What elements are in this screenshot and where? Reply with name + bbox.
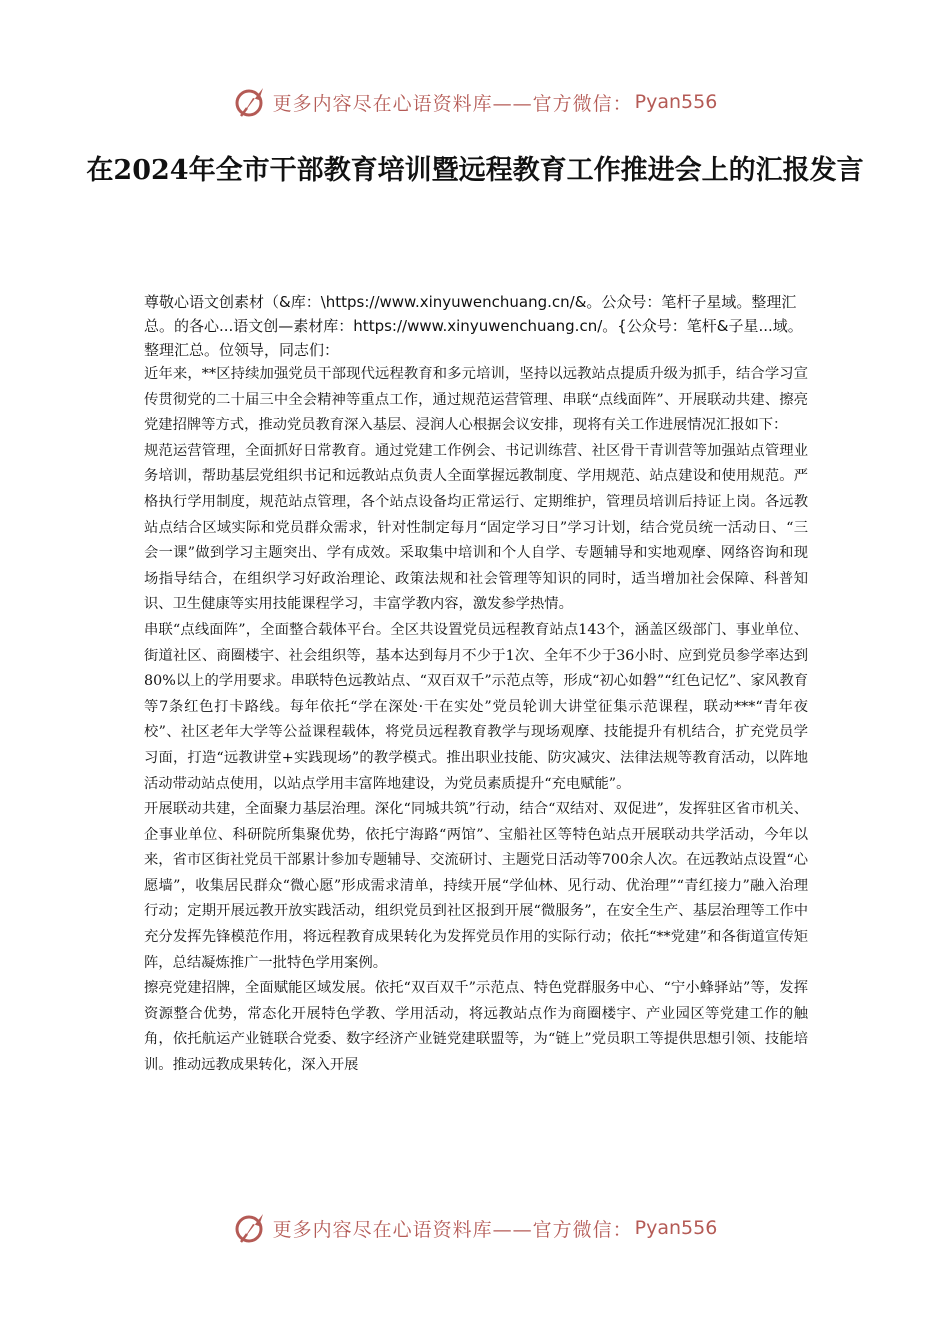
document-body [144,290,808,1079]
watermark-wechat-id: Pyan556 [634,1217,718,1239]
quill-logo-icon [233,84,269,120]
footer-watermark-banner [0,1208,950,1248]
paragraph-governance: 开展联动共建，全面聚力基层治理。深化“同城共筑”行动，结合“双结对、双促进”，发挥驻区省市机关、企事业单位、科研院所集聚优势，依托宁海路“两馆”、宝船社区等特色站点开展联动共学活动，今年以来，省市区街社党员干部累计参加专题辅导、交流研讨、主题党日活动等700余人次。在远教站点设置“心愿墙”，收集居民群众“微心愿”形成需求清单，持续开展“学仙林、见行动、优治理”“青红接力”融入治理行动；定期开展远教开放实践活动，组织党员到社区报到开展“微服务”，在安全生产、基层治理等工作中充分发挥先锋模范作用，将远程教育成果转化为发挥党员作用的实际行动；依托“**党建”和各街道宣传矩阵，总结凝炼推广一批特色学用案例。 [144,801,808,971]
paragraph-platforms: 串联“点线面阵”，全面整合载体平台。全区共设置党员远程教育站点143个，涵盖区级部门、事业单位、街道社区、商圈楼宇、社会组织等，基本达到每月不少于1次、全年不少于36小时、应到党员参学率达到80%以上的学用要求。串联特色远教站点、“双百双千”示范点等，形成“初心如磐”“红色记忆”、家风教育等7条红色打卡路线。每年依托“学在深处·干在实处”党员轮训大讲堂征集示范课程，联动***“青年夜校”、社区老年大学等公益课程载体，将党员远程教育教学与现场观摩、技能提升有机结合，扩充党员学习面，打造“远教讲堂+实践现场”的教学模式。推出职业技能、防灾减灾、法律法规等教育活动，以阵地活动带动站点使用，以站点学用丰富阵地建设，为党员素质提升“充电赋能”。 [144,621,808,792]
quill-logo-icon [233,1210,269,1246]
paragraph-management: 规范运营管理，全面抓好日常教育。通过党建工作例会、书记训练营、社区骨干青训营等加强站点管理业务培训，帮助基层党组织书记和远教站点负责人全面掌握远教制度、学用规范、站点建设和使用规范。严格执行学用制度，规范站点管理，各个站点设备均正常运行、定期维护，管理员培训后持证上岗。各远教站点结合区域实际和党员群众需求，针对性制定每月“固定学习日”学习计划，结合党员统一活动日、“三会一课”做到学习主题突出、学有成效。采取集中培训和个人自学、专题辅导和实地观摩、网络咨询和现场指导结合，在组织学习好政治理论、政策法规和社会管理等知识的同时，适当增加社会保障、科普知识、卫生健康等实用技能课程学习，丰富学教内容，激发参学热情。 [144,442,808,613]
paragraph-overview: 近年来，**区持续加强党员干部现代远程教育和多元培训，坚持以远教站点提质升级为抓手，结合学习宣传贯彻党的二十届三中全会精神等重点工作，通过规范运营管理、串联“点线面阵”、开展联动共建、擦亮党建招牌等方式，推动党员教育深入基层、浸润人心根据会议安排，现将有关工作进展情况汇报如下： [144,366,808,434]
watermark-wechat-id: Pyan556 [634,91,718,113]
watermark-text: 更多内容尽在心语资料库——官方微信： [272,1218,633,1241]
watermark-text: 更多内容尽在心语资料库——官方微信： [272,92,633,115]
document-title: 在2024年全市干部教育培训暨远程教育工作推进会上的汇报发言 [86,155,864,186]
paragraph-development: 擦亮党建招牌，全面赋能区域发展。依托“双百双千”示范点、特色党群服务中心、“宁小蜂驿站”等，发挥资源整合优势，常态化开展特色学教、学用活动，将远教站点作为商圈楼宇、产业园区等党建工作的触角，依托航运产业链联合党委、数字经济产业链党建联盟等，为“链上”党员职工等提供思想引领、技能培训。推动远教成果转化，深入开展 [144,980,808,1074]
intro-greeting: 尊敬心语文创素材（&库：\https://www.xinyuwenchuang.cn/&。公众号：笔杆子星域。整理汇总。的各心...语文创—素材库：https://www.xinyuwenchuang.cn/。{公众号：笔杆&子星...域。整理汇总。位领导，同志们： [144,293,803,359]
header-watermark-banner [0,82,950,122]
